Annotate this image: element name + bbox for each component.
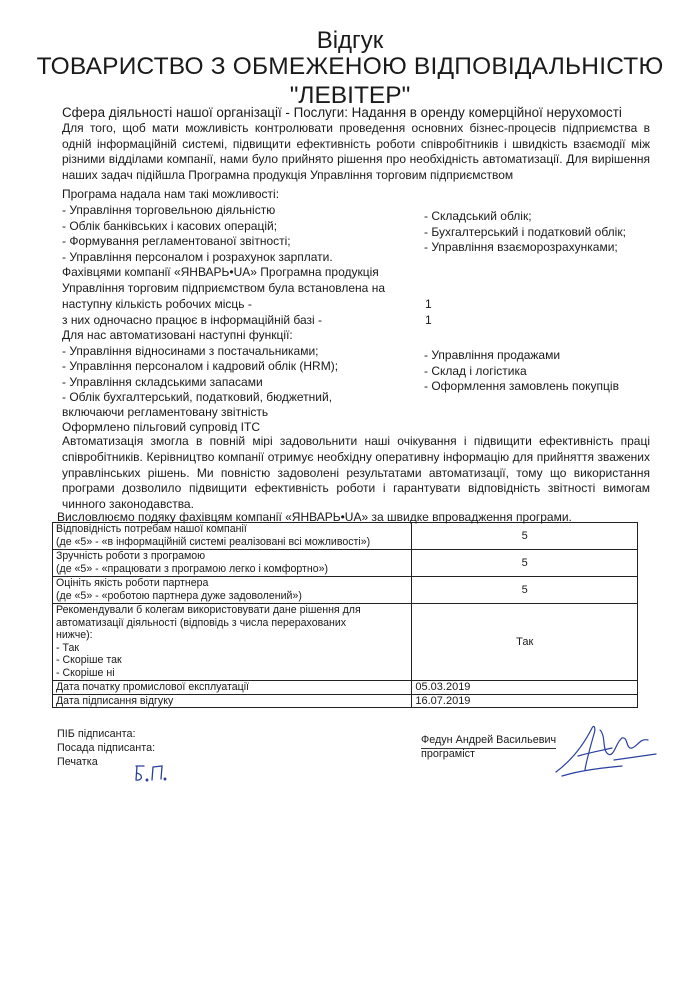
function-item: - Оформлення замовлень покупців: [424, 379, 619, 393]
feature-item: - Бухгалтерський і податковий облік;: [424, 224, 626, 239]
feature-item: - Управління взаєморозрахунками;: [424, 240, 618, 254]
signer-name-label: ПІБ підписанта:: [57, 728, 136, 740]
function-item: - Облік бухгалтерський, податковий, бюджетний,: [62, 389, 333, 404]
recommend-option: - Скоріше ні: [56, 666, 115, 679]
install-line-3: наступну кількість робочих місць -: [62, 297, 252, 311]
features-right-list: [424, 209, 626, 256]
score-value: 5: [412, 550, 638, 577]
recommend-value: Так: [412, 604, 638, 681]
criterion-scale: (де «5» - «в інформаційній системі реалізовані всі можливості»): [56, 535, 371, 548]
recommend-line: Рекомендували б колегам використовувати дане рішення для: [56, 604, 361, 616]
criterion-cell: [53, 523, 412, 550]
activity-sphere: Сфера діяльності нашої організації - Послуги: Надання в оренду комерційної нерухомості: [62, 105, 622, 120]
criterion-scale: (де «5» - «працювати з програмою легко і комфортно»): [56, 562, 329, 575]
function-item: включаючи регламентовану звітність: [62, 405, 269, 420]
organization-name-line2: "ЛЕВІТЕР": [289, 82, 411, 109]
functions-left-list: [62, 344, 338, 436]
install-line-1: Фахівцями компанії «ЯНВАРЬ•UA» Програмна продукція: [62, 265, 379, 279]
function-item: - Управління складськими запасами: [62, 374, 263, 389]
signer-name-value: Федун Андрей Васильевич: [421, 734, 556, 749]
review-table: [52, 522, 638, 708]
signer-position-value: програміст: [421, 748, 475, 760]
recommend-option: - Так: [56, 641, 79, 654]
result-paragraph: Автоматизація змогла в повній мірі задовольнити наші очікування і підвищити ефективність праці співробітників. Керівництво компанії отримує необхідну оперативну інформацію для прийняття зважених управлінських рішень. Ми повністю задоволені результатами автоматизації, тому що використання програми дозволило підвищити ефективність роботи і гарантувати відповідність звітності вимогам чинного законодавства.: [62, 434, 650, 512]
concurrent-users-count: 1: [425, 313, 432, 327]
functions-heading: Для нас автоматизовані наступні функції:: [62, 328, 293, 342]
criterion-cell: [53, 577, 412, 604]
organization-name-line1: ТОВАРИСТВО З ОБМЕЖЕНОЮ ВІДПОВІДАЛЬНІСТЮ: [36, 53, 664, 80]
document-title: Відгук: [316, 27, 384, 54]
features-heading: Програма надала нам такі можливості:: [62, 187, 280, 201]
install-line-4: з них одночасно працює в інформаційній базі -: [62, 313, 323, 327]
criterion-scale: (де «5» - «роботою партнера дуже задоволений»): [56, 589, 302, 602]
function-item: - Склад і логістика: [424, 363, 527, 378]
recommend-option: - Скоріше так: [56, 654, 122, 666]
functions-right-list: [424, 348, 619, 395]
recommend-cell: [53, 604, 412, 681]
bp-handwritten-mark: [132, 763, 172, 790]
feature-item: - Управління персоналом і розрахунок зарплати.: [62, 249, 333, 264]
sign-date-label: Дата підписання відгуку: [53, 694, 412, 708]
feature-item: - Складський облік;: [424, 209, 532, 223]
recommend-line: автоматизації діяльності (відповідь з числа перерахованих: [56, 616, 347, 629]
function-item: - Управління продажами: [424, 348, 561, 362]
function-item: - Управління відносинами з постачальниками;: [62, 344, 319, 358]
start-date-label: Дата початку промислової експлуатації: [53, 681, 412, 695]
criterion-title: Відповідність потребам нашої компанії: [56, 523, 247, 535]
criterion-title: Зручність роботи з програмою: [56, 550, 206, 562]
workplaces-count: 1: [425, 297, 432, 311]
feature-item: - Управління торговельною діяльністю: [62, 203, 276, 217]
table-row: [53, 577, 638, 604]
signer-position-label: Посада підписанта:: [57, 742, 156, 754]
table-row: [53, 694, 638, 708]
features-left-list: [62, 203, 333, 265]
criterion-title: Оцініть якість роботи партнера: [56, 577, 209, 589]
recommend-line: нижче):: [56, 629, 93, 641]
feature-item: - Формування регламентованої звітності;: [62, 234, 291, 248]
sign-date-value: 16.07.2019: [412, 694, 638, 708]
function-item: - Управління персоналом і кадровий облік (HRM);: [62, 359, 339, 374]
score-value: 5: [412, 523, 638, 550]
install-line-2: Управління торговим підприємством була встановлена на: [62, 281, 385, 295]
stamp-label: Печатка: [57, 756, 98, 768]
intro-paragraph: Для того, щоб мати можливість контролювати проведення основних бізнес-процесів підприємства в одній інформаційній системі, підвищити ефективність роботи співробітників і швидкість взаємодії між різними відділами компанії, нами було прийнято рішення про необхідність автоматизації. Для вирішення наших задач підійшла Програмна продукція Управління торговим підприємством: [62, 121, 650, 182]
table-row: [53, 604, 638, 681]
feature-item: - Облік банківських і касових операцій;: [62, 218, 278, 233]
function-item: Оформлено пільговий супровід ІТС: [62, 420, 260, 435]
handwritten-signature: [552, 720, 672, 785]
criterion-cell: [53, 550, 412, 577]
table-row: [53, 550, 638, 577]
table-row: [53, 681, 638, 695]
start-date-value: 05.03.2019: [412, 681, 638, 695]
thanks-line: Висловлюємо подяку фахівцям компанії «ЯНВАРЬ•UA» за швидке впровадження програми.: [57, 510, 572, 524]
score-value: 5: [412, 577, 638, 604]
table-row: [53, 523, 638, 550]
